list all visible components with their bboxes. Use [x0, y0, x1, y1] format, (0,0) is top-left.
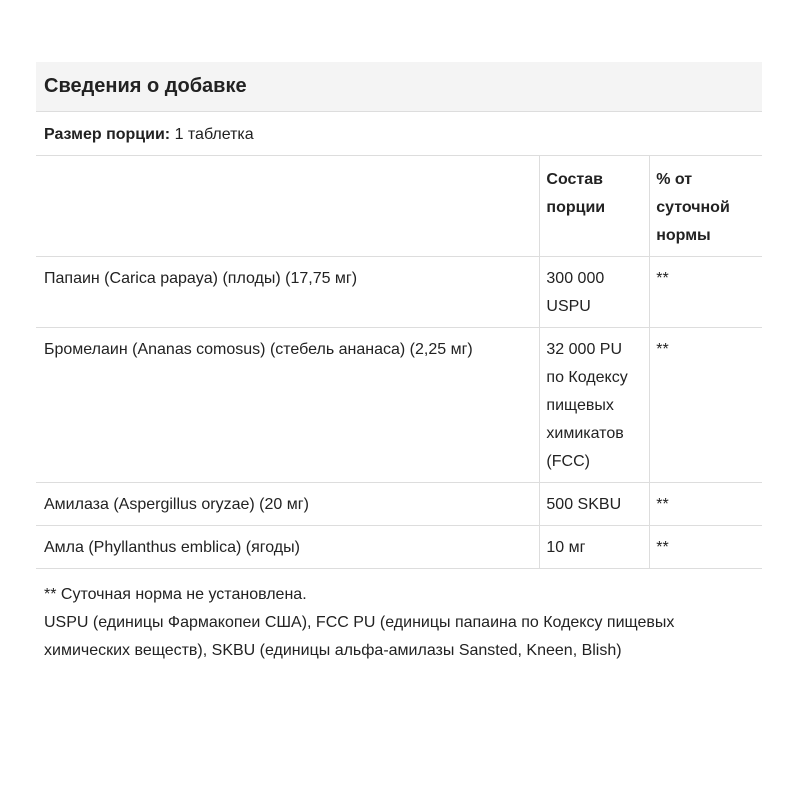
panel-header: [36, 62, 762, 112]
ingredient-amount: 500 SKBU: [540, 483, 650, 526]
footnotes: [36, 569, 762, 665]
table-row: [36, 328, 762, 483]
ingredient-daily-value: **: [650, 483, 762, 526]
ingredient-amount: 10 мг: [540, 526, 650, 569]
serving-size: [36, 112, 762, 156]
ingredient-amount: 32 000 PU по Кодексу пищевых химикатов (FCC): [540, 328, 650, 483]
table-header-row: [36, 156, 762, 257]
ingredient-name: Амла (Phyllanthus emblica) (ягоды): [36, 526, 540, 569]
ingredient-name: Амилаза (Aspergillus oryzae) (20 мг): [36, 483, 540, 526]
header-amount: Состав порции: [540, 156, 650, 257]
ingredient-name: Папаин (Carica papaya) (плоды) (17,75 мг): [36, 257, 540, 328]
header-daily-value: % от суточной нормы: [650, 156, 762, 257]
footnote-units: USPU (единицы Фармакопеи США), FCC PU (единицы папаина по Кодексу пищевых химических веществ), SKBU (единицы альфа-амилазы Sansted, Kneen, Blish): [44, 614, 675, 659]
ingredients-table: [36, 156, 762, 569]
table-row: [36, 526, 762, 569]
header-name: [36, 156, 540, 257]
serving-size-value: 1 таблетка: [174, 126, 254, 143]
table-row: [36, 483, 762, 526]
supplement-facts-panel: [36, 62, 762, 665]
table-row: [36, 257, 762, 328]
ingredient-daily-value: **: [650, 526, 762, 569]
serving-size-label: Размер порции:: [44, 126, 171, 143]
ingredient-daily-value: **: [650, 257, 762, 328]
panel-title: Сведения о добавке: [44, 75, 247, 97]
ingredient-daily-value: **: [650, 328, 762, 483]
ingredient-name: Бромелаин (Ananas comosus) (стебель ананаса) (2,25 мг): [36, 328, 540, 483]
footnote-daily-value: ** Суточная норма не установлена.: [44, 586, 307, 603]
ingredient-amount: 300 000 USPU: [540, 257, 650, 328]
